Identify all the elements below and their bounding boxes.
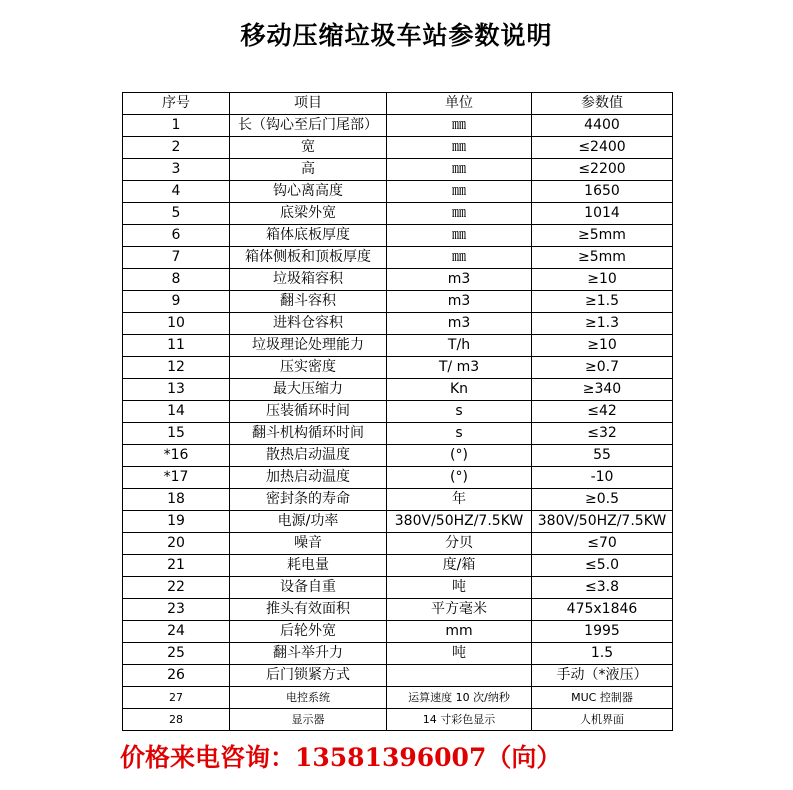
cell-item: 设备自重 [230, 577, 387, 599]
cell-value: ≤42 [532, 401, 673, 423]
table-row [123, 313, 673, 335]
cell-value: 1014 [532, 203, 673, 225]
table-row [123, 115, 673, 137]
cell-unit: 380V/50HZ/7.5KW [387, 511, 532, 533]
cell-item: 噪音 [230, 533, 387, 555]
cell-unit [387, 665, 532, 687]
cell-index: 11 [123, 335, 230, 357]
cell-unit: 分贝 [387, 533, 532, 555]
cell-unit: m3 [387, 313, 532, 335]
cell-item: 加热启动温度 [230, 467, 387, 489]
cell-index: 19 [123, 511, 230, 533]
cell-item: 压装循环时间 [230, 401, 387, 423]
header-unit: 单位 [387, 93, 532, 115]
table-row [123, 511, 673, 533]
table-row [123, 269, 673, 291]
cell-unit: (°) [387, 445, 532, 467]
table-row [123, 445, 673, 467]
cell-index: 28 [123, 709, 230, 731]
cell-item: 宽 [230, 137, 387, 159]
cell-item: 散热启动温度 [230, 445, 387, 467]
cell-item: 后门锁紧方式 [230, 665, 387, 687]
cell-value: ≤2200 [532, 159, 673, 181]
cell-unit: ㎜ [387, 137, 532, 159]
table-row [123, 555, 673, 577]
table-row [123, 599, 673, 621]
cell-index: *17 [123, 467, 230, 489]
table-row [123, 137, 673, 159]
cell-value: ≥0.5 [532, 489, 673, 511]
cell-index: 24 [123, 621, 230, 643]
cell-item: 箱体侧板和顶板厚度 [230, 247, 387, 269]
cell-item: 压实密度 [230, 357, 387, 379]
cell-unit: 吨 [387, 643, 532, 665]
cell-index: 13 [123, 379, 230, 401]
cell-item: 箱体底板厚度 [230, 225, 387, 247]
cell-item: 翻斗举升力 [230, 643, 387, 665]
cell-value: 手动（*液压） [532, 665, 673, 687]
cell-index: 6 [123, 225, 230, 247]
cell-index: 15 [123, 423, 230, 445]
cell-value: ≥5mm [532, 225, 673, 247]
cell-unit: 平方毫米 [387, 599, 532, 621]
cell-value: ≤2400 [532, 137, 673, 159]
table-row [123, 181, 673, 203]
cell-value: ≥10 [532, 335, 673, 357]
cell-value: ≤3.8 [532, 577, 673, 599]
cell-item: 推头有效面积 [230, 599, 387, 621]
parameter-table [122, 92, 673, 731]
cell-value: MUC 控制器 [532, 687, 673, 709]
cell-index: 12 [123, 357, 230, 379]
page-title: 移动压缩垃圾车站参数说明 [240, 21, 553, 50]
cell-index: 2 [123, 137, 230, 159]
cell-unit: s [387, 401, 532, 423]
table-row [123, 621, 673, 643]
cell-unit: (°) [387, 467, 532, 489]
cell-unit: 年 [387, 489, 532, 511]
cell-unit: 14 寸彩色显示 [387, 709, 532, 731]
cell-value: 4400 [532, 115, 673, 137]
cell-value: ≥0.7 [532, 357, 673, 379]
cell-value: ≥1.3 [532, 313, 673, 335]
cell-item: 密封条的寿命 [230, 489, 387, 511]
cell-index: 25 [123, 643, 230, 665]
cell-value: 1.5 [532, 643, 673, 665]
cell-value: 1995 [532, 621, 673, 643]
cell-unit: ㎜ [387, 247, 532, 269]
cell-value: ≤32 [532, 423, 673, 445]
cell-item: 电控系统 [230, 687, 387, 709]
header-item: 项目 [230, 93, 387, 115]
table-row [123, 423, 673, 445]
cell-value: 380V/50HZ/7.5KW [532, 511, 673, 533]
cell-unit: T/h [387, 335, 532, 357]
table-row [123, 577, 673, 599]
cell-unit: mm [387, 621, 532, 643]
cell-value: ≥340 [532, 379, 673, 401]
cell-value: ≥10 [532, 269, 673, 291]
header-value: 参数值 [532, 93, 673, 115]
table-row [123, 643, 673, 665]
cell-item: 钩心离高度 [230, 181, 387, 203]
cell-index: 7 [123, 247, 230, 269]
cell-unit: m3 [387, 269, 532, 291]
table-row [123, 379, 673, 401]
cell-index: 4 [123, 181, 230, 203]
cell-unit: 吨 [387, 577, 532, 599]
cell-value: 1650 [532, 181, 673, 203]
cell-index: *16 [123, 445, 230, 467]
cell-index: 23 [123, 599, 230, 621]
table-row [123, 247, 673, 269]
cell-index: 1 [123, 115, 230, 137]
cell-value: ≥1.5 [532, 291, 673, 313]
cell-item: 底梁外宽 [230, 203, 387, 225]
cell-item: 电源/功率 [230, 511, 387, 533]
price-contact: 价格来电咨询：13581396007（向） [120, 743, 562, 772]
cell-unit: T/ m3 [387, 357, 532, 379]
table-row [123, 225, 673, 247]
header-index: 序号 [123, 93, 230, 115]
cell-item: 长（钩心至后门尾部） [230, 115, 387, 137]
cell-index: 26 [123, 665, 230, 687]
cell-index: 20 [123, 533, 230, 555]
cell-item: 后轮外宽 [230, 621, 387, 643]
cell-item: 垃圾理论处理能力 [230, 335, 387, 357]
cell-item: 进料仓容积 [230, 313, 387, 335]
cell-item: 翻斗容积 [230, 291, 387, 313]
cell-item: 高 [230, 159, 387, 181]
cell-index: 18 [123, 489, 230, 511]
cell-value: ≤5.0 [532, 555, 673, 577]
table-row [123, 335, 673, 357]
cell-value: 人机界面 [532, 709, 673, 731]
cell-value: -10 [532, 467, 673, 489]
cell-value: 475x1846 [532, 599, 673, 621]
table-row [123, 159, 673, 181]
cell-item: 耗电量 [230, 555, 387, 577]
cell-index: 22 [123, 577, 230, 599]
table-row [123, 357, 673, 379]
cell-index: 3 [123, 159, 230, 181]
cell-item: 最大压缩力 [230, 379, 387, 401]
cell-unit: 运算速度 10 次/纳秒 [387, 687, 532, 709]
cell-unit: ㎜ [387, 203, 532, 225]
cell-value: 55 [532, 445, 673, 467]
table-row [123, 401, 673, 423]
table-row [123, 467, 673, 489]
cell-unit: ㎜ [387, 115, 532, 137]
cell-index: 9 [123, 291, 230, 313]
cell-index: 21 [123, 555, 230, 577]
cell-unit: ㎜ [387, 225, 532, 247]
cell-index: 8 [123, 269, 230, 291]
table-row [123, 709, 673, 731]
cell-index: 27 [123, 687, 230, 709]
cell-item: 翻斗机构循环时间 [230, 423, 387, 445]
cell-unit: 度/箱 [387, 555, 532, 577]
cell-value: ≤70 [532, 533, 673, 555]
table-row [123, 291, 673, 313]
cell-index: 14 [123, 401, 230, 423]
table-row [123, 687, 673, 709]
table-row [123, 489, 673, 511]
table-row [123, 203, 673, 225]
cell-unit: ㎜ [387, 181, 532, 203]
cell-index: 10 [123, 313, 230, 335]
table-header-row [123, 93, 673, 115]
cell-value: ≥5mm [532, 247, 673, 269]
cell-unit: ㎜ [387, 159, 532, 181]
table-row [123, 665, 673, 687]
cell-unit: m3 [387, 291, 532, 313]
cell-item: 垃圾箱容积 [230, 269, 387, 291]
cell-unit: s [387, 423, 532, 445]
cell-item: 显示器 [230, 709, 387, 731]
cell-index: 5 [123, 203, 230, 225]
cell-unit: Kn [387, 379, 532, 401]
table-row [123, 533, 673, 555]
